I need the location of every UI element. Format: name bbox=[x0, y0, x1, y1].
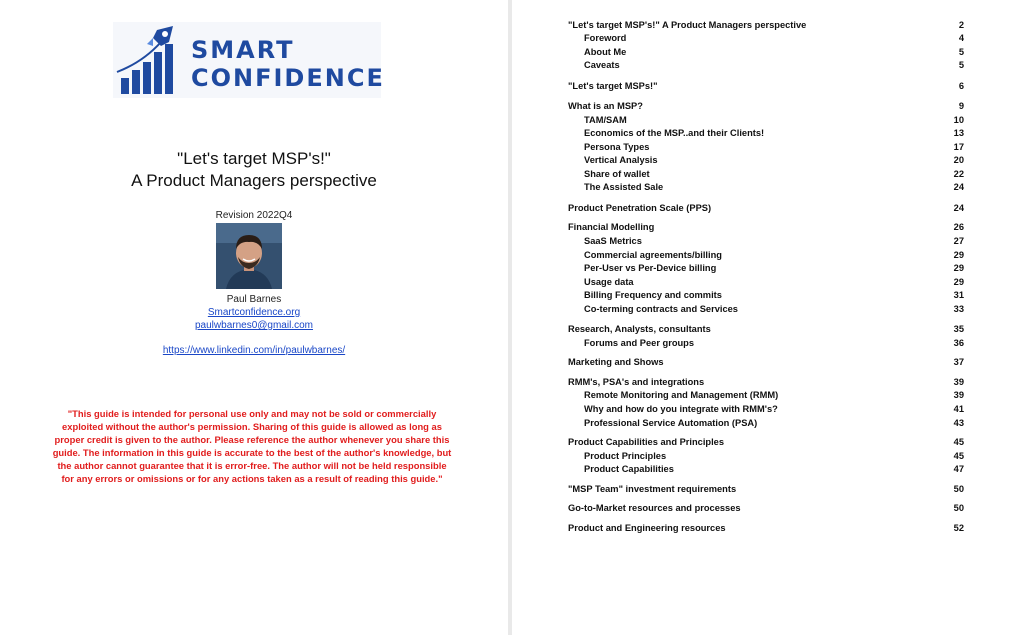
toc-page-number: 29 bbox=[953, 277, 964, 287]
toc-subentry[interactable] bbox=[568, 169, 964, 181]
email-link[interactable]: paulwbarnes0@gmail.com bbox=[195, 320, 313, 331]
usage-disclaimer: "This guide is intended for personal use only and may not be sold or commercially exploited without the author's permission. Sharing of this guide is allowed as long as proper credit is given to the author. Please reference the author whenever you share this guide. The information in this guide is accurate to the best of the author's knowledge, but the author cannot guarantee that it is error-free. The author will not be held responsible for any errors or omissions or for any actions taken as a result of reading this guide." bbox=[52, 408, 452, 484]
toc-entry-label: Research, Analysts, consultants bbox=[568, 324, 711, 334]
toc-entry-label: The Assisted Sale bbox=[584, 182, 664, 192]
toc-entry-label: Persona Types bbox=[584, 142, 650, 152]
toc-page-number: 33 bbox=[953, 304, 964, 314]
toc-subentry[interactable] bbox=[568, 451, 964, 463]
author-photo bbox=[216, 223, 282, 289]
website-link[interactable]: Smartconfidence.org bbox=[207, 307, 301, 318]
toc-entry[interactable] bbox=[568, 101, 964, 113]
toc-entry[interactable] bbox=[568, 20, 964, 32]
toc-subentry[interactable] bbox=[568, 155, 964, 167]
toc-page-number: 24 bbox=[953, 203, 964, 213]
toc-entry-label: Caveats bbox=[584, 60, 620, 70]
toc-entry-label: "Let's target MSPs!" bbox=[568, 81, 658, 91]
toc-entry-label: "Let's target MSP's!" A Product Managers perspective bbox=[568, 20, 807, 30]
toc-subentry[interactable] bbox=[568, 47, 964, 59]
rocket-chart-icon bbox=[113, 22, 193, 98]
toc-entry-label: Product Principles bbox=[584, 451, 667, 461]
toc-page-number: 13 bbox=[953, 128, 964, 138]
toc-subentry[interactable] bbox=[568, 390, 964, 402]
toc-entry-label: Marketing and Shows bbox=[568, 357, 664, 367]
toc-entry-label: Product Capabilities bbox=[584, 464, 674, 474]
toc-page-number: 45 bbox=[953, 437, 964, 447]
toc-entry-label: Product Penetration Scale (PPS) bbox=[568, 203, 712, 213]
toc-entry[interactable] bbox=[568, 437, 964, 449]
toc-entry-label: Usage data bbox=[584, 277, 634, 287]
toc-subentry[interactable] bbox=[568, 404, 964, 416]
toc-entry[interactable] bbox=[568, 324, 964, 336]
toc-entry-label: TAM/SAM bbox=[584, 115, 627, 125]
toc-entry[interactable] bbox=[568, 222, 964, 234]
toc-entry[interactable] bbox=[568, 523, 964, 535]
revision-label: Revision 2022Q4 bbox=[215, 210, 293, 221]
toc-page-number: 2 bbox=[958, 20, 964, 30]
toc-page-number: 39 bbox=[953, 390, 964, 400]
toc-entry-label: Why and how do you integrate with RMM's? bbox=[584, 404, 778, 414]
toc-page-number: 52 bbox=[953, 523, 964, 533]
toc-subentry[interactable] bbox=[568, 338, 964, 350]
toc-entry[interactable] bbox=[568, 377, 964, 389]
toc-entry-label: Billing Frequency and commits bbox=[584, 290, 722, 300]
toc-entry-label: Financial Modelling bbox=[568, 222, 655, 232]
toc-subentry[interactable] bbox=[568, 182, 964, 194]
toc-entry-label: About Me bbox=[584, 47, 627, 57]
toc-page-number: 29 bbox=[953, 250, 964, 260]
toc-page-number: 26 bbox=[953, 222, 964, 232]
toc-entry[interactable] bbox=[568, 203, 964, 215]
toc-page-number: 20 bbox=[953, 155, 964, 165]
toc-entry-label: Forums and Peer groups bbox=[584, 338, 695, 348]
toc-entry-label: SaaS Metrics bbox=[584, 236, 642, 246]
toc-page-number: 43 bbox=[953, 418, 964, 428]
toc-page-number: 45 bbox=[953, 451, 964, 461]
document-subtitle: A Product Managers perspective bbox=[131, 171, 377, 190]
toc-subentry[interactable] bbox=[568, 290, 964, 302]
logo-text-smart: SMART bbox=[191, 36, 295, 64]
toc-page-number: 50 bbox=[953, 484, 964, 494]
toc-entry[interactable] bbox=[568, 357, 964, 369]
toc-subentry[interactable] bbox=[568, 250, 964, 262]
toc-subentry[interactable] bbox=[568, 128, 964, 140]
toc-subentry[interactable] bbox=[568, 115, 964, 127]
toc-entry-label: Remote Monitoring and Management (RMM) bbox=[584, 390, 779, 400]
smart-confidence-logo bbox=[113, 22, 385, 98]
toc-subentry[interactable] bbox=[568, 277, 964, 289]
toc-page-number: 27 bbox=[953, 236, 964, 246]
toc-subentry[interactable] bbox=[568, 418, 964, 430]
toc-entry-label: Economics of the MSP..and their Clients! bbox=[584, 128, 765, 138]
toc-entry-label: Foreword bbox=[584, 33, 627, 43]
toc-subentry[interactable] bbox=[568, 263, 964, 275]
toc-entry-label: Per-User vs Per-Device billing bbox=[584, 263, 717, 273]
logo-text-confidence: CONFIDENCE bbox=[191, 64, 385, 92]
toc-page-number: 50 bbox=[953, 503, 964, 513]
toc-entry[interactable] bbox=[568, 484, 964, 496]
toc-page-number: 5 bbox=[958, 47, 964, 57]
toc-entry-label: Co-terming contracts and Services bbox=[584, 304, 738, 314]
toc-page-number: 36 bbox=[953, 338, 964, 348]
toc-entry[interactable] bbox=[568, 503, 964, 515]
toc-subentry[interactable] bbox=[568, 464, 964, 476]
toc-entry-label: "MSP Team" investment requirements bbox=[568, 484, 737, 494]
toc-entry-label: Share of wallet bbox=[584, 169, 650, 179]
toc-page-number: 37 bbox=[953, 357, 964, 367]
toc-page-number: 22 bbox=[953, 169, 964, 179]
toc-page-number: 35 bbox=[953, 324, 964, 334]
toc-page-number: 24 bbox=[953, 182, 964, 192]
toc-subentry[interactable] bbox=[568, 60, 964, 72]
toc-subentry[interactable] bbox=[568, 142, 964, 154]
document-title: "Let's target MSP's!" bbox=[177, 149, 331, 168]
toc-page-number: 4 bbox=[958, 33, 964, 43]
toc-subentry[interactable] bbox=[568, 236, 964, 248]
toc-page-number: 41 bbox=[953, 404, 964, 414]
toc-entry-label: Vertical Analysis bbox=[584, 155, 658, 165]
toc-subentry[interactable] bbox=[568, 33, 964, 45]
toc-page-number: 17 bbox=[953, 142, 964, 152]
table-of-contents-page bbox=[512, 0, 1024, 635]
toc-entry-label: Go-to-Market resources and processes bbox=[568, 503, 741, 513]
toc-page-number: 6 bbox=[958, 81, 964, 91]
title-page bbox=[0, 0, 508, 635]
toc-page-number: 5 bbox=[958, 60, 964, 70]
author-name: Paul Barnes bbox=[226, 294, 282, 305]
toc-subentry[interactable] bbox=[568, 304, 964, 316]
toc-entry-label: Product and Engineering resources bbox=[568, 523, 726, 533]
toc-page-number: 9 bbox=[958, 101, 964, 111]
toc-entry-label: What is an MSP? bbox=[568, 101, 643, 111]
toc-page-number: 29 bbox=[953, 263, 964, 273]
toc-entry-label: Commercial agreements/billing bbox=[584, 250, 722, 260]
linkedin-link[interactable]: https://www.linkedin.com/in/paulwbarnes/ bbox=[162, 345, 346, 356]
toc-page-number: 10 bbox=[953, 115, 964, 125]
toc-page-number: 47 bbox=[953, 464, 964, 474]
toc-page-number: 31 bbox=[953, 290, 964, 300]
toc-entry-label: Professional Service Automation (PSA) bbox=[584, 418, 758, 428]
author-portrait-icon bbox=[216, 223, 282, 289]
toc-page-number: 39 bbox=[953, 377, 964, 387]
toc-entry-label: RMM's, PSA's and integrations bbox=[568, 377, 705, 387]
toc-entry[interactable] bbox=[568, 81, 964, 93]
toc-entry-label: Product Capabilities and Principles bbox=[568, 437, 725, 447]
